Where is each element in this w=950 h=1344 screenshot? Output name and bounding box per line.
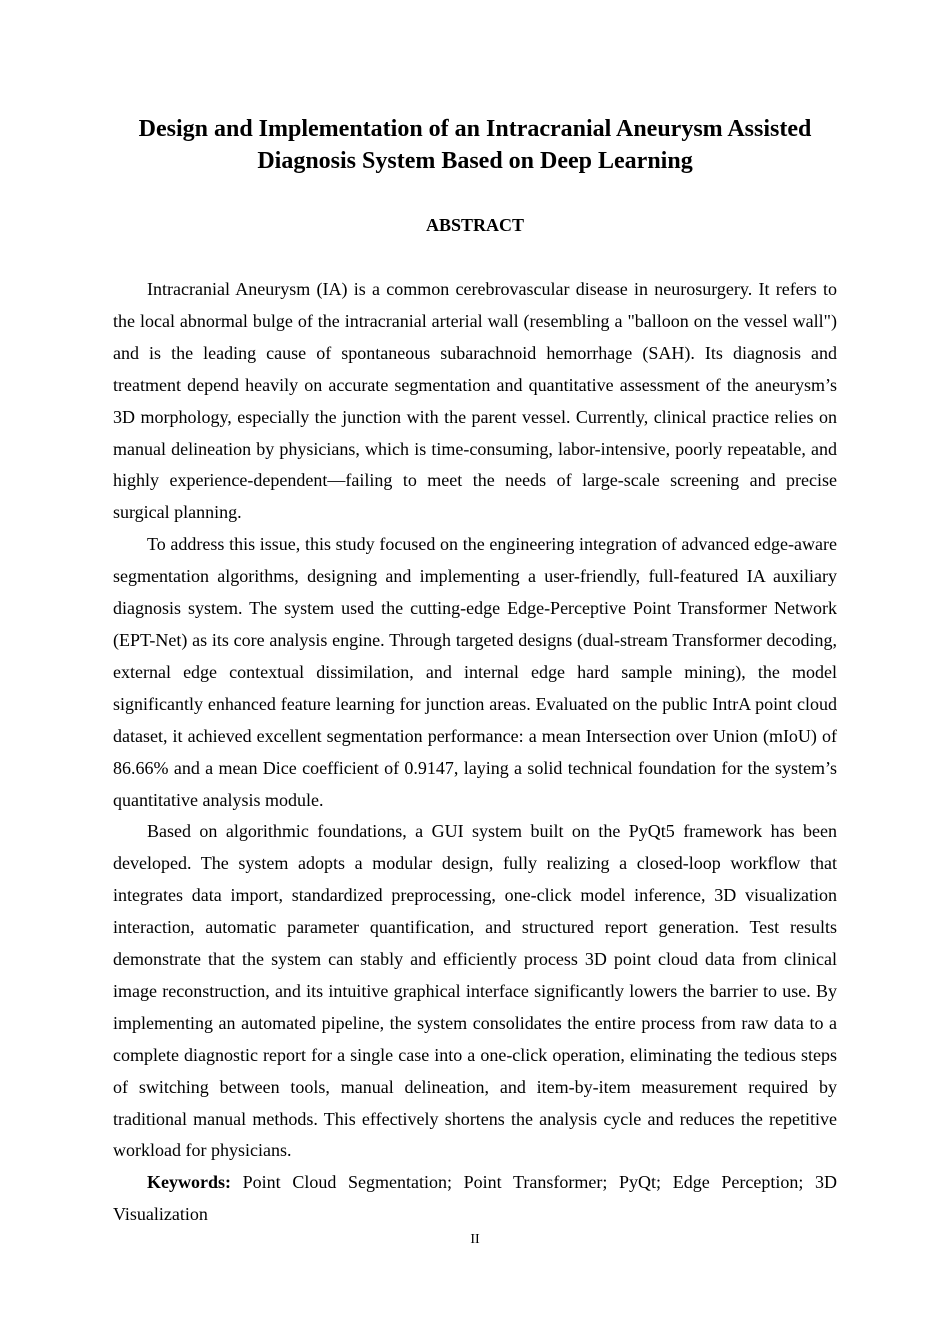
keywords-text: Point Cloud Segmentation; Point Transformer; PyQt; Edge Perception; 3D Visualization (113, 1172, 837, 1225)
keywords-label: Keywords: (147, 1172, 231, 1193)
paper-title-line-1: Design and Implementation of an Intracranial Aneurysm Assisted (138, 116, 812, 142)
abstract-body (113, 274, 837, 1231)
abstract-paragraph-3: Based on algorithmic foundations, a GUI system built on the PyQt5 framework has been developed. The system adopts a modular design, fully realizing a closed-loop workflow that integrates data import, standardized preprocessing, one-click model inference, 3D visualization interaction, automatic parameter quantification, and structured report generation. Test results demonstrate that the system can stably and efficiently process 3D point cloud data from clinical image reconstruction, and its intuitive graphical interface significantly lowers the barrier to use. By implementing an automated pipeline, the system consolidates the entire process from raw data to a complete diagnostic report for a single case into a one-click operation, eliminating the tedious steps of switching between tools, manual delineation, and item-by-item measurement required by traditional manual methods. This effectively shortens the analysis cycle and reduces the repetitive workload for physicians. (113, 821, 837, 1161)
keywords-paragraph (113, 1167, 837, 1231)
paper-title (100, 113, 850, 177)
abstract-paragraph-2: To address this issue, this study focused on the engineering integration of advanced edge-aware segmentation algorithms, designing and implementing a user-friendly, full-featured IA auxiliary diagnosis system. The system used the cutting-edge Edge-Perceptive Point Transformer Network (EPT-Net) as its core analysis engine. Through targeted designs (dual-stream Transformer decoding, external edge contextual dissimilation, and internal edge hard sample mining), the model significantly enhanced feature learning for junction areas. Evaluated on the public IntrA point cloud dataset, it achieved excellent segmentation performance: a mean Intersection over Union (mIoU) of 86.66% and a mean Dice coefficient of 0.9147, laying a solid technical foundation for the system’s quantitative analysis module. (113, 534, 837, 810)
page-number: II (470, 1232, 480, 1247)
abstract-heading: ABSTRACT (425, 215, 525, 235)
abstract-paragraph-1: Intracranial Aneurysm (IA) is a common cerebrovascular disease in neurosurgery. It refers to the local abnormal bulge of the intracranial arterial wall (resembling a "balloon on the vessel wall") and is the leading cause of spontaneous subarachnoid hemorrhage (SAH). Its diagnosis and treatment depend heavily on accurate segmentation and quantitative assessment of the aneurysm’s 3D morphology, especially the junction with the parent vessel. Currently, clinical practice relies on manual delineation by physicians, which is time-consuming, labor-intensive, poorly repeatable, and highly experience-dependent—failing to meet the needs of large-scale screening and precise surgical planning. (113, 279, 837, 523)
paper-title-line-2: Diagnosis System Based on Deep Learning (257, 148, 693, 174)
